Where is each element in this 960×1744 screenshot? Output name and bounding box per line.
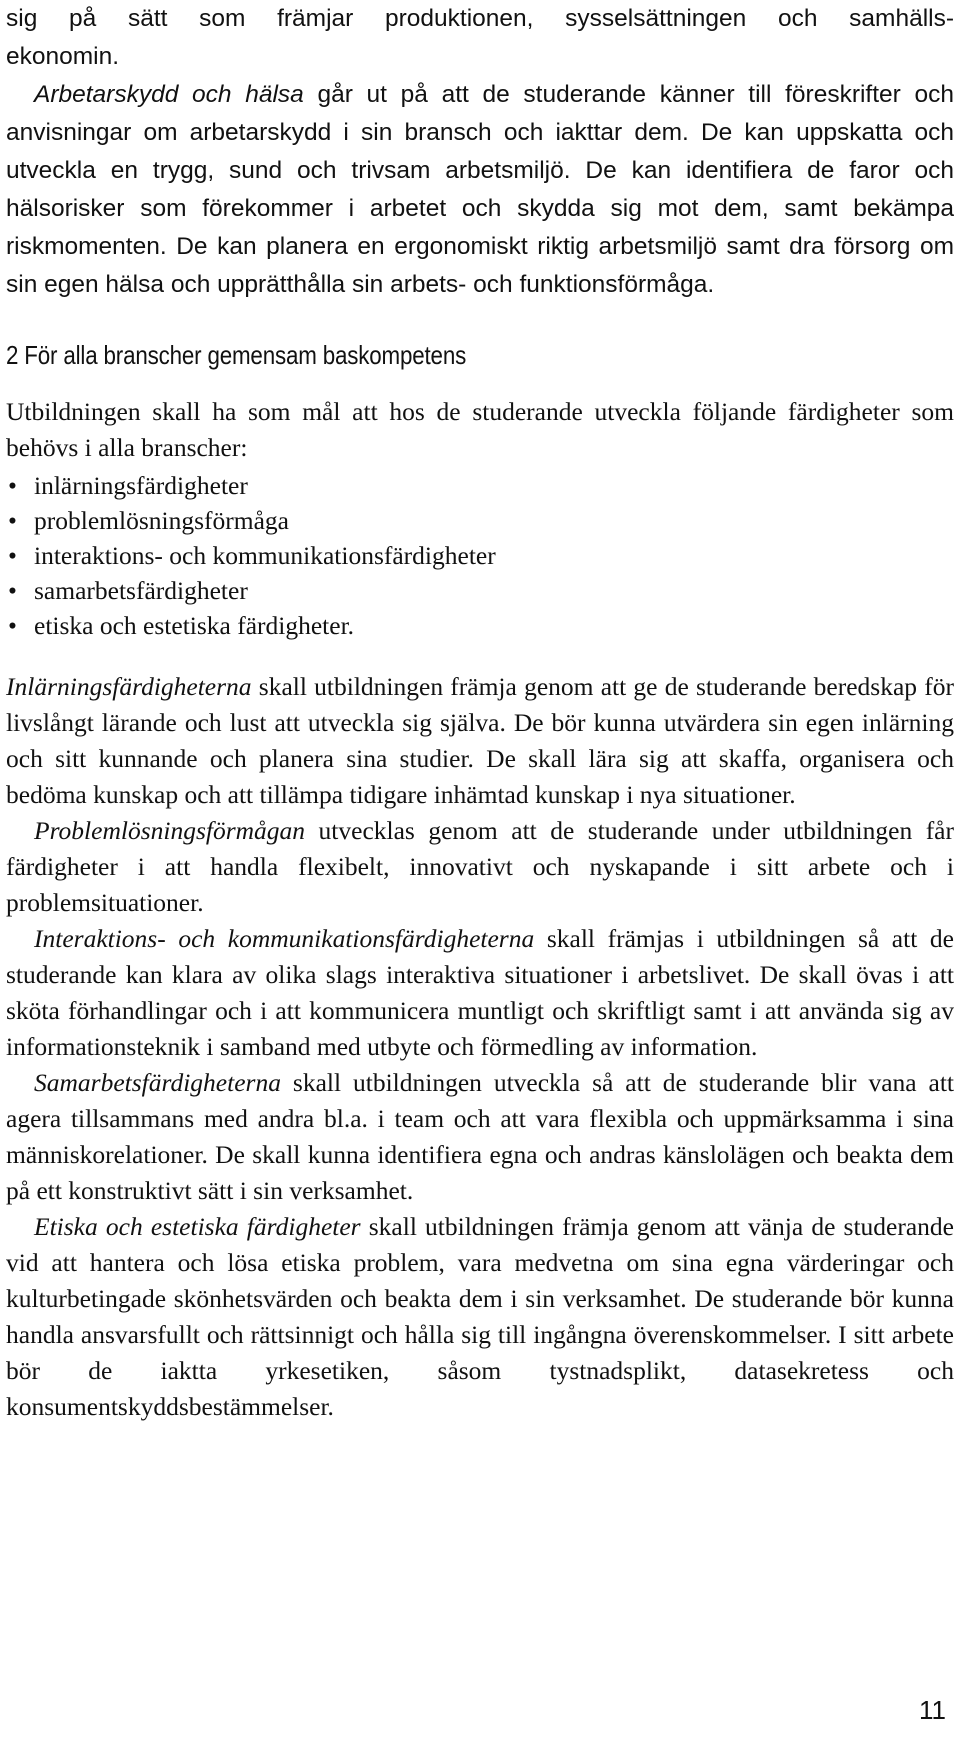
page-number: 11 bbox=[919, 1695, 946, 1725]
term-inlarning: Inlärningsfärdigheterna bbox=[6, 672, 252, 701]
paragraph-problemlosning: Problemlösningsförmågan utvecklas genom att de studerande under utbildningen får färdigheter i att handla flexibelt, innovativt och nyskapande i sitt arbete och i problemsituationer. bbox=[6, 816, 954, 917]
intro-line-2: ekonomin. bbox=[6, 43, 120, 70]
intro-paragraph-2 bbox=[6, 76, 954, 304]
paragraph-interaktion: Interaktions- och kommunikationsfärdigheterna skall främjas i utbildningen så att de studerande kan klara av olika slags interaktiva situationer i arbetslivet. De skall övas i att sköta förhandlingar och i att kommunicera muntligt och skriftligt samt i att använda sig av informationsteknik i samband med utbyte och förmedling av information. bbox=[6, 924, 954, 1061]
intro-paragraph-1 bbox=[6, 0, 954, 38]
bullet-icon: • bbox=[8, 506, 17, 535]
intro-paragraph-1-end bbox=[6, 38, 954, 76]
list-item: • etiska och estetiska färdigheter. bbox=[6, 608, 954, 643]
bullet-icon: • bbox=[8, 471, 17, 500]
bullet-icon: • bbox=[8, 576, 17, 605]
paragraph-inlarning: Inlärningsfärdigheterna skall utbildningen främja genom att ge de studerande beredskap för livslångt lärande och lust att utveckla sig själva. De bör kunna utvärdera sin egen inlärning och sitt kunnande och planera sina studier. De skall lära sig att skaffa, organisera och bedöma kunskap och att tillämpa tidigare inhämtad kunskap i nya situationer. bbox=[6, 672, 954, 809]
intro-text bbox=[6, 0, 954, 304]
paragraph-etik: Etiska och estetiska färdigheter skall utbildningen främja genom att vänja de studerande vid att hantera och lösa etiska problem, vara medvetna om sina egna värderingar och kulturbetingade skönhetsvärden och beakta dem i sin verksamhet. De studerande bör kunna handla ansvarsfullt och rättsinnigt och hålla sig till ingångna överenskommelser. I sitt arbete bör de iaktta yrkesetiken, såsom tystnadsplikt, datasekretess och konsumentskyddsbestämmelser. bbox=[6, 1212, 954, 1421]
term-arbetarskydd: Arbetarskydd och hälsa bbox=[34, 81, 304, 108]
intro-line-1: sig på sätt som främjar produktionen, sysselsättningen och samhälls- bbox=[6, 5, 954, 32]
term-interaktion: Interaktions- och kommunikationsfärdigheterna bbox=[34, 924, 535, 953]
list-item: • problemlösningsförmåga bbox=[6, 503, 954, 538]
skills-list bbox=[6, 468, 954, 643]
term-problemlosning: Problemlösningsförmågan bbox=[34, 816, 306, 845]
intro-paragraph-2-text: går ut på att de studerande känner till föreskrifter och anvisningar om arbetarskydd i sin bransch och iakttar dem. De kan uppskatta och utveckla en trygg, sund och trivsam arbetsmiljö. De kan identifiera de faror och hälsorisker som förekommer i arbetet och skydda sig mot dem, samt bekämpa riskmomenten. De kan planera en ergonomiskt riktig arbetsmiljö samt dra försorg om sin egen hälsa och upprätthålla sin arbets- och funktionsförmåga. bbox=[6, 81, 954, 298]
section-body bbox=[6, 394, 954, 1425]
paragraph-samarbete: Samarbetsfärdigheterna skall utbildningen utveckla så att de studerande blir vana att agera tillsammans med andra bl.a. i team och att vara flexibla och uppmärksamma i sina människorelationer. De skall kunna identifiera egna och andras känslolägen och beakta dem på ett konstruktivt sätt i sin verksamhet. bbox=[6, 1068, 954, 1205]
bullet-icon: • bbox=[8, 611, 17, 640]
section-lead: Utbildningen skall ha som mål att hos de studerande utveckla följande färdigheter som behövs i alla branscher: bbox=[6, 397, 954, 462]
term-etik: Etiska och estetiska färdigheter bbox=[34, 1212, 361, 1241]
section-heading: 2 För alla branscher gemensam baskompetens bbox=[6, 340, 467, 370]
list-item: • samarbetsfärdigheter bbox=[6, 573, 954, 608]
term-samarbete: Samarbetsfärdigheterna bbox=[34, 1068, 281, 1097]
list-item: • inlärningsfärdigheter bbox=[6, 468, 954, 503]
list-item: • interaktions- och kommunikationsfärdigheter bbox=[6, 538, 954, 573]
bullet-icon: • bbox=[8, 541, 17, 570]
